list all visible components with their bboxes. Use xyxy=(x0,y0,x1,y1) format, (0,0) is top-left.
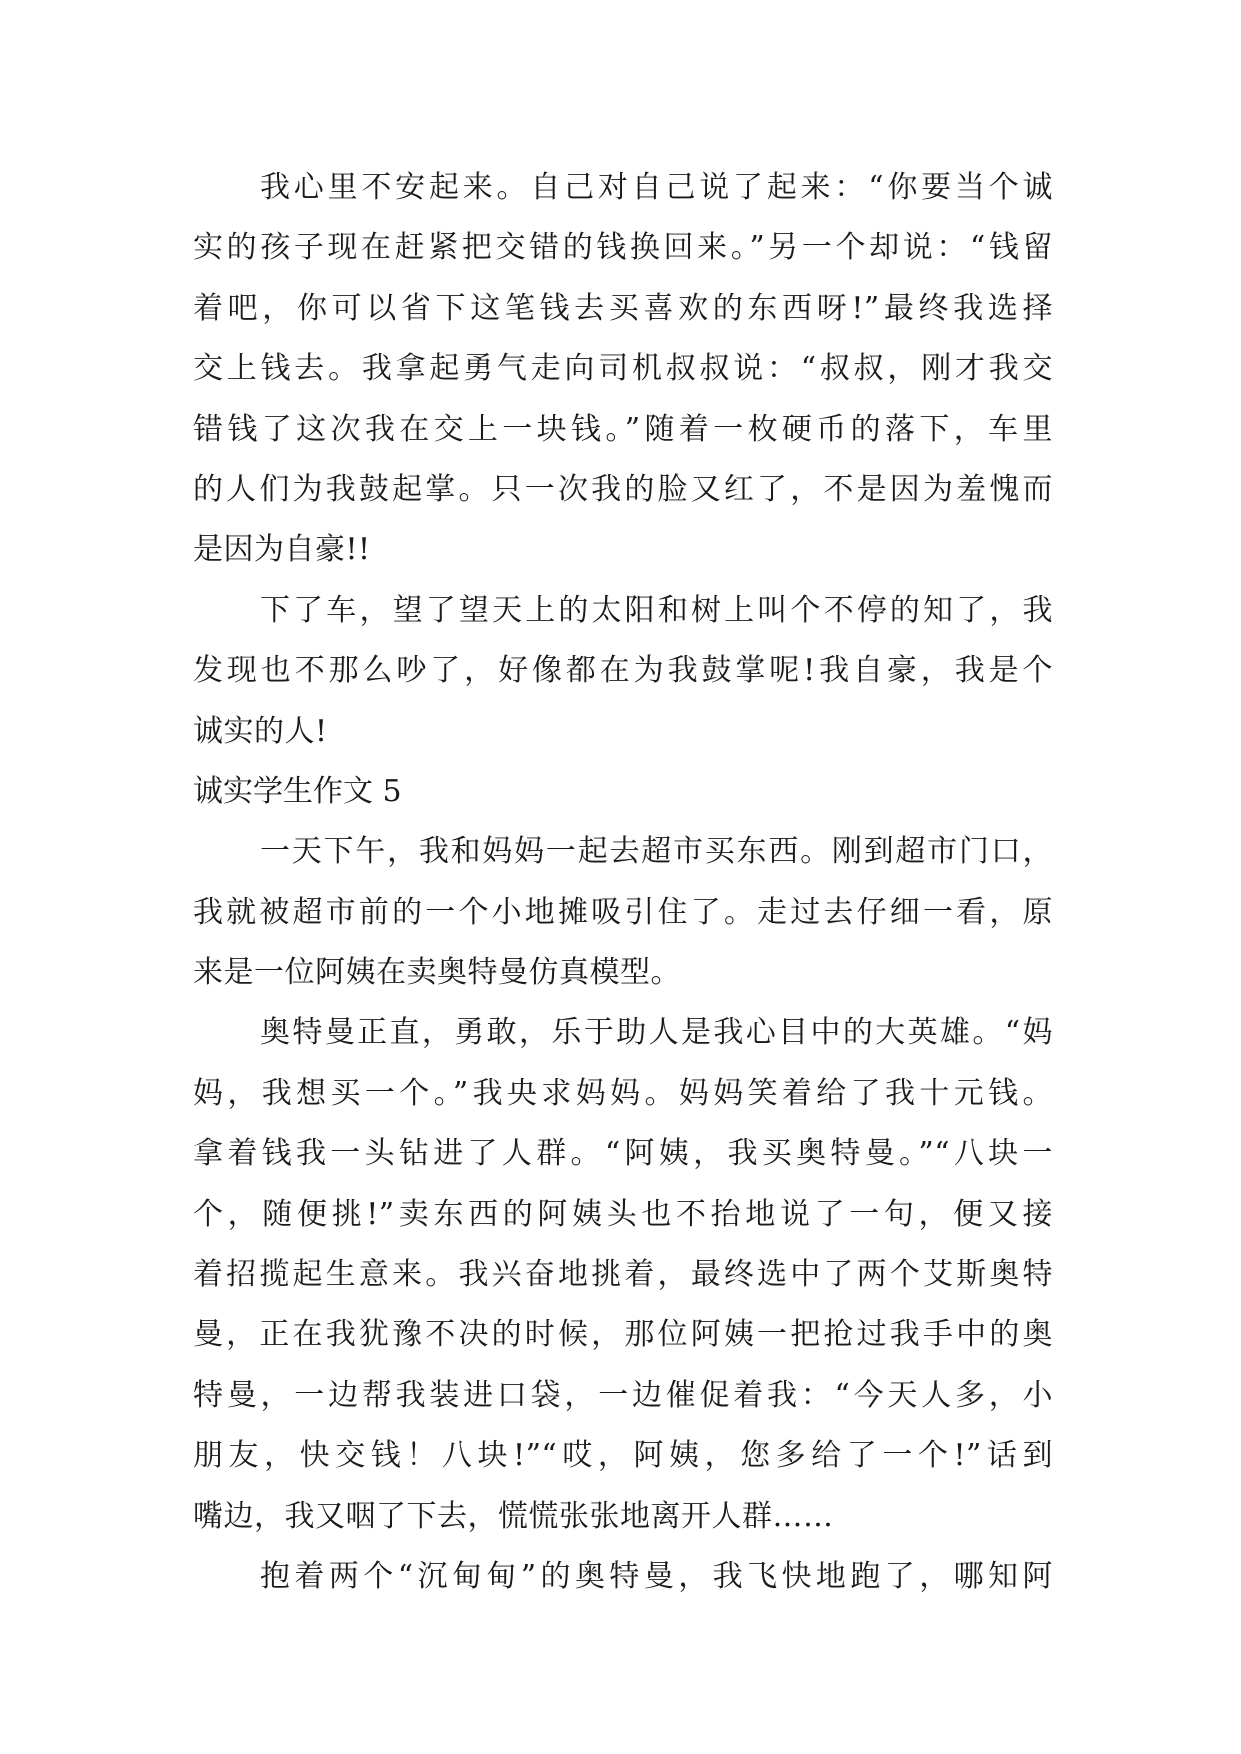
paragraph-line: 是因为自豪!! xyxy=(193,532,371,568)
document-body xyxy=(193,158,1053,1607)
paragraph-line: 奥特曼正直，勇敢，乐于助人是我心目中的大英雄。“妈 xyxy=(260,1015,1053,1051)
paragraph-line: 抱着两个“沉甸甸”的奥特曼，我飞快地跑了，哪知阿 xyxy=(260,1558,1053,1594)
paragraph-line: 的人们为我鼓起掌。只一次我的脸又红了，不是因为羞愧而 xyxy=(193,471,1053,507)
paragraph-line: 个，随便挑!”卖东西的阿姨头也不抬地说了一句，便又接 xyxy=(193,1196,1053,1232)
paragraph-line: 来是一位阿姨在卖奥特曼仿真模型。 xyxy=(193,955,681,991)
paragraph-line: 着招揽起生意来。我兴奋地挑着，最终选中了两个艾斯奥特 xyxy=(193,1257,1053,1293)
paragraph-line: 下了车，望了望天上的太阳和树上叫个不停的知了，我 xyxy=(260,592,1053,628)
paragraph-line: 发现也不那么吵了，好像都在为我鼓掌呢!我自豪，我是个 xyxy=(193,653,1053,689)
paragraph-line: 嘴边，我又咽了下去，慌慌张张地离开人群…… xyxy=(193,1498,834,1534)
paragraph-line: 我心里不安起来。自己对自己说了起来：“你要当个诚 xyxy=(260,170,1053,205)
paragraph-line: 我就被超市前的一个小地摊吸引住了。走过去仔细一看，原 xyxy=(193,894,1053,930)
paragraph-line: 交上钱去。我拿起勇气走向司机叔叔说：“叔叔，刚才我交 xyxy=(193,351,1053,387)
section-heading: 诚实学生作文 5 xyxy=(193,773,402,809)
paragraph-line: 妈，我想买一个。”我央求妈妈。妈妈笑着给了我十元钱。 xyxy=(193,1075,1053,1111)
paragraph-line: 实的孩子现在赶紧把交错的钱换回来。”另一个却说：“钱留 xyxy=(193,230,1053,266)
paragraph-line: 拿着钱我一头钻进了人群。“阿姨，我买奥特曼。”“八块一 xyxy=(193,1136,1053,1172)
paragraph-line: 错钱了这次我在交上一块钱。”随着一枚硬币的落下，车里 xyxy=(193,411,1053,447)
paragraph-line: 特曼，一边帮我装进口袋，一边催促着我：“今天人多，小 xyxy=(193,1377,1053,1413)
paragraph-line: 着吧，你可以省下这笔钱去买喜欢的东西呀!”最终我选择 xyxy=(193,290,1053,326)
paragraph-line: 曼，正在我犹豫不决的时候，那位阿姨一把抢过我手中的奥 xyxy=(193,1317,1053,1353)
paragraph-line: 一天下午，我和妈妈一起去超市买东西。刚到超市门口， xyxy=(260,834,1053,870)
paragraph-line: 朋友，快交钱！八块!”“哎，阿姨，您多给了一个!”话到 xyxy=(193,1438,1053,1474)
paragraph-line: 诚实的人! xyxy=(193,713,328,749)
